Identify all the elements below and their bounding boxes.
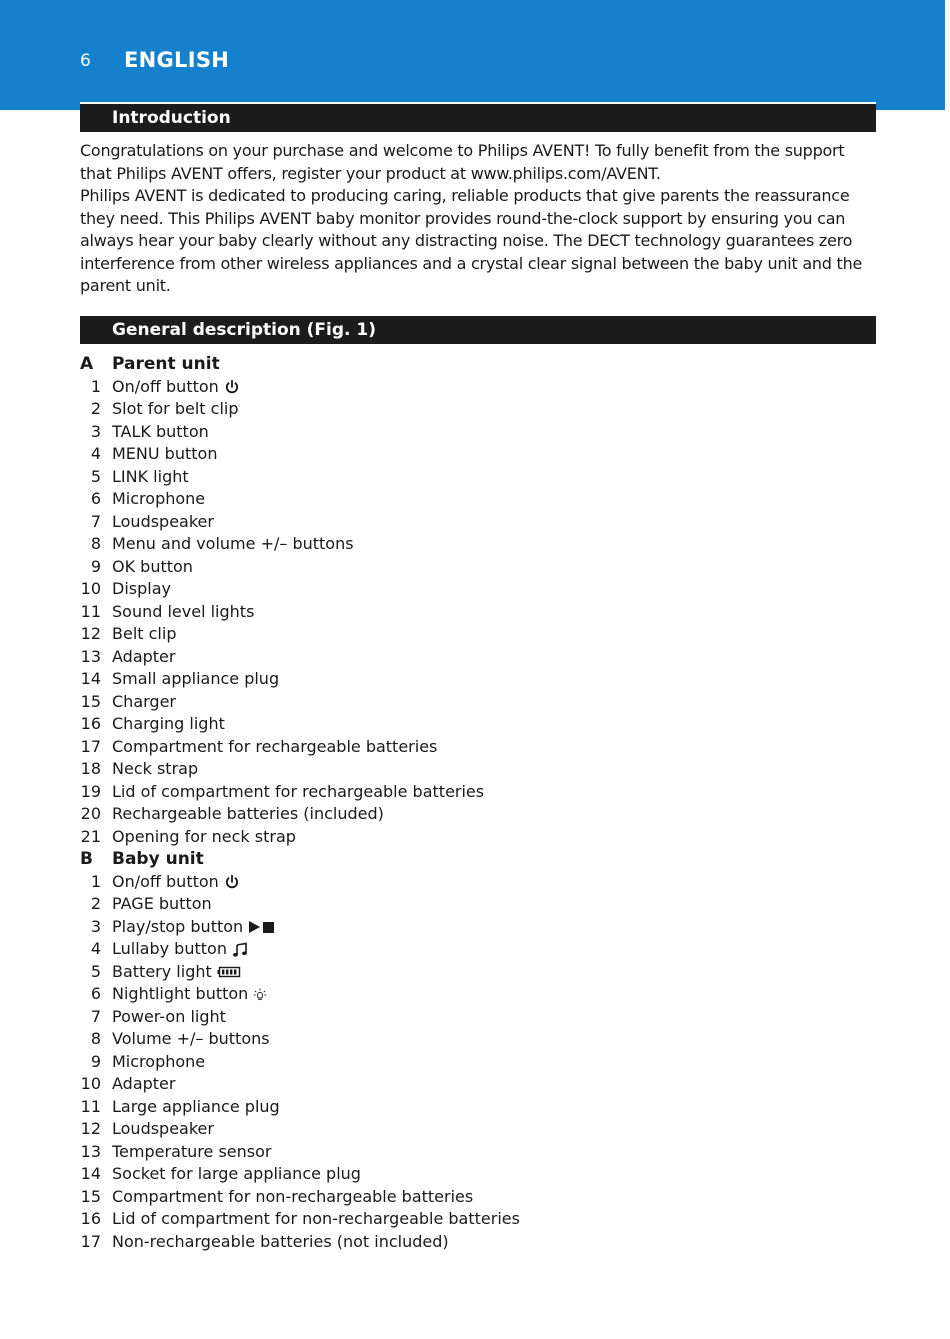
list-item xyxy=(80,758,880,781)
item-label-wrap xyxy=(112,511,214,534)
item-label: Non-rechargeable batteries (not included) xyxy=(112,1231,449,1251)
item-label-wrap xyxy=(112,1163,361,1186)
item-number: 15 xyxy=(80,691,101,711)
item-label-wrap xyxy=(112,601,254,624)
list-item xyxy=(80,826,880,849)
item-label-wrap xyxy=(112,1141,271,1164)
item-label-wrap xyxy=(112,421,209,444)
item-number: 13 xyxy=(80,646,101,666)
item-label-wrap xyxy=(112,691,176,714)
item-label: Power-on light xyxy=(112,1006,226,1026)
item-label: Charger xyxy=(112,691,176,711)
group-heading xyxy=(80,848,880,871)
list-item xyxy=(80,466,880,489)
list-item xyxy=(80,376,880,399)
item-number: 8 xyxy=(90,1029,101,1048)
item-label-wrap xyxy=(112,376,240,399)
item-label: Microphone xyxy=(112,1051,206,1071)
item-number: 7 xyxy=(90,1006,101,1026)
item-label-wrap xyxy=(112,1118,214,1141)
item-label-wrap xyxy=(112,826,296,849)
item-number: 16 xyxy=(80,1209,101,1228)
list-item xyxy=(80,623,880,646)
item-label-wrap xyxy=(112,556,193,579)
item-label-wrap xyxy=(112,758,198,781)
item-label-wrap xyxy=(112,646,175,669)
item-label: Lid of compartment for non-rechargeable batteries xyxy=(112,1209,520,1228)
list-item xyxy=(80,1028,880,1051)
list-item xyxy=(80,556,880,579)
item-label-wrap xyxy=(112,893,212,916)
item-label-wrap xyxy=(112,668,279,691)
item-number: 12 xyxy=(80,1119,101,1138)
list-item xyxy=(80,938,880,961)
item-label: Slot for belt clip xyxy=(112,399,239,418)
group-letter: A xyxy=(80,354,94,374)
item-label-wrap xyxy=(112,533,354,556)
list-item xyxy=(80,803,880,826)
item-label: Adapter xyxy=(112,646,176,666)
list-item xyxy=(80,488,880,511)
introduction-text xyxy=(80,140,880,298)
item-number: 14 xyxy=(80,1164,101,1183)
item-label: Microphone xyxy=(112,489,206,508)
item-label-wrap xyxy=(112,1186,473,1209)
item-label-wrap xyxy=(112,466,189,489)
item-number: 9 xyxy=(90,556,101,576)
item-label-wrap xyxy=(112,623,176,646)
item-label-wrap xyxy=(112,713,225,736)
item-label: On/off button xyxy=(112,376,219,396)
item-number: 12 xyxy=(80,624,101,643)
item-label-wrap xyxy=(112,1096,280,1119)
item-label-wrap xyxy=(112,961,241,984)
item-number: 20 xyxy=(80,804,101,823)
item-label: Adapter xyxy=(112,1074,176,1093)
item-number: 1 xyxy=(90,871,101,891)
list-item xyxy=(80,421,880,444)
item-label: Sound level lights xyxy=(112,601,255,621)
item-label-wrap xyxy=(112,1073,175,1096)
list-item xyxy=(80,1186,880,1209)
list-item xyxy=(80,578,880,601)
play-stop-icon xyxy=(248,920,276,934)
item-label: Display xyxy=(112,579,171,598)
item-number: 9 xyxy=(90,1051,101,1071)
item-label-wrap xyxy=(112,803,384,826)
group-letter: B xyxy=(80,849,93,869)
item-number: 6 xyxy=(90,984,101,1003)
item-number: 13 xyxy=(80,1141,101,1161)
item-number: 16 xyxy=(80,714,101,733)
intro-paragraph: Congratulations on your purchase and welcome to Philips AVENT! To fully benefit from the support that Philips AVENT offers, register your product at www.philips.com/AVENT. xyxy=(80,141,845,183)
item-number: 1 xyxy=(90,376,101,396)
item-number: 10 xyxy=(80,579,101,598)
item-number: 3 xyxy=(90,421,101,441)
item-number: 14 xyxy=(80,669,101,688)
music-note-icon xyxy=(232,942,248,958)
item-label-wrap xyxy=(112,578,171,601)
list-item xyxy=(80,1051,880,1074)
item-number: 7 xyxy=(90,511,101,531)
item-label: PAGE button xyxy=(112,894,212,913)
page-number: 6 xyxy=(80,51,91,71)
list-item xyxy=(80,713,880,736)
item-label: Socket for large appliance plug xyxy=(112,1164,361,1183)
item-label: Menu and volume +/– buttons xyxy=(112,534,354,553)
list-item xyxy=(80,871,880,894)
item-label: Battery light xyxy=(112,961,212,981)
list-item xyxy=(80,961,880,984)
item-label-wrap xyxy=(112,398,238,421)
list-item xyxy=(80,736,880,759)
item-label-wrap xyxy=(112,488,205,511)
item-label: Lullaby button xyxy=(112,939,227,958)
power-icon xyxy=(224,874,240,890)
list-item xyxy=(80,983,880,1006)
list-item xyxy=(80,1118,880,1141)
list-item xyxy=(80,781,880,804)
item-label-wrap xyxy=(112,1231,449,1254)
nightlight-icon xyxy=(253,987,267,1003)
list-item xyxy=(80,1006,880,1029)
item-label: TALK button xyxy=(112,421,209,441)
list-item xyxy=(80,1141,880,1164)
item-label: Volume +/– buttons xyxy=(112,1029,270,1048)
item-label: Temperature sensor xyxy=(112,1141,272,1161)
item-number: 17 xyxy=(80,1231,101,1251)
list-item xyxy=(80,1231,880,1254)
item-number: 8 xyxy=(90,534,101,553)
item-number: 4 xyxy=(90,444,101,463)
section-heading-general-description: General description (Fig. 1) xyxy=(80,316,876,344)
item-label: LINK light xyxy=(112,466,189,486)
item-label-wrap xyxy=(112,443,217,466)
item-label: Compartment for rechargeable batteries xyxy=(112,736,438,756)
item-label: Opening for neck strap xyxy=(112,826,296,846)
item-label: MENU button xyxy=(112,444,218,463)
item-number: 5 xyxy=(90,961,101,981)
item-number: 21 xyxy=(80,826,101,846)
list-item xyxy=(80,1096,880,1119)
group-title: Parent unit xyxy=(112,354,220,374)
item-number: 4 xyxy=(90,939,101,958)
item-label-wrap xyxy=(112,1051,205,1074)
list-item xyxy=(80,1163,880,1186)
item-number: 17 xyxy=(80,736,101,756)
item-number: 10 xyxy=(80,1074,101,1093)
list-item xyxy=(80,1073,880,1096)
section-heading-introduction: Introduction xyxy=(80,102,876,132)
list-item xyxy=(80,668,880,691)
item-label-wrap xyxy=(112,1028,270,1051)
item-number: 6 xyxy=(90,489,101,508)
item-label: Play/stop button xyxy=(112,916,244,936)
item-label: Rechargeable batteries (included) xyxy=(112,804,384,823)
list-item xyxy=(80,691,880,714)
list-item xyxy=(80,1208,880,1231)
language-title: ENGLISH xyxy=(124,48,230,72)
list-item xyxy=(80,893,880,916)
item-label-wrap xyxy=(112,983,267,1006)
list-item xyxy=(80,916,880,939)
header-band xyxy=(0,0,945,110)
item-number: 11 xyxy=(80,601,101,621)
list-item xyxy=(80,601,880,624)
item-label-wrap xyxy=(112,871,240,894)
item-number: 5 xyxy=(90,466,101,486)
item-label-wrap xyxy=(112,938,248,961)
item-label: Nightlight button xyxy=(112,984,249,1003)
list-item xyxy=(80,398,880,421)
item-number: 18 xyxy=(80,759,101,778)
item-label-wrap xyxy=(112,736,437,759)
item-label: Large appliance plug xyxy=(112,1096,280,1116)
item-label: Belt clip xyxy=(112,624,177,643)
item-number: 2 xyxy=(90,399,101,418)
item-number: 11 xyxy=(80,1096,101,1116)
power-icon xyxy=(224,379,240,395)
item-label: On/off button xyxy=(112,871,219,891)
item-label-wrap xyxy=(112,1006,226,1029)
list-item xyxy=(80,646,880,669)
item-number: 15 xyxy=(80,1186,101,1206)
parts-list xyxy=(80,353,880,1253)
list-item xyxy=(80,443,880,466)
item-label: Charging light xyxy=(112,714,225,733)
item-label: Neck strap xyxy=(112,759,199,778)
list-item xyxy=(80,533,880,556)
group-heading xyxy=(80,353,880,376)
item-label: Loudspeaker xyxy=(112,1119,214,1138)
item-number: 19 xyxy=(80,781,101,801)
group-title: Baby unit xyxy=(112,849,204,869)
intro-paragraph: Philips AVENT is dedicated to producing caring, reliable products that give parents the reassurance they need. This Philips AVENT baby monitor provides round-the-clock support by ensuring you can always hear your baby clearly without any distracting noise. The DECT technology guarantees zero interference from other wireless appliances and a crystal clear signal between the baby unit and the parent unit. xyxy=(80,186,863,295)
item-label: Loudspeaker xyxy=(112,511,214,531)
item-number: 3 xyxy=(90,916,101,936)
item-label-wrap xyxy=(112,916,276,939)
battery-icon xyxy=(217,966,241,978)
item-label-wrap xyxy=(112,1208,520,1231)
item-label: Compartment for non-rechargeable batteries xyxy=(112,1186,474,1206)
item-label: Small appliance plug xyxy=(112,669,280,688)
item-number: 2 xyxy=(90,894,101,913)
item-label: Lid of compartment for rechargeable batteries xyxy=(112,781,485,801)
list-item xyxy=(80,511,880,534)
item-label-wrap xyxy=(112,781,484,804)
item-label: OK button xyxy=(112,556,193,576)
